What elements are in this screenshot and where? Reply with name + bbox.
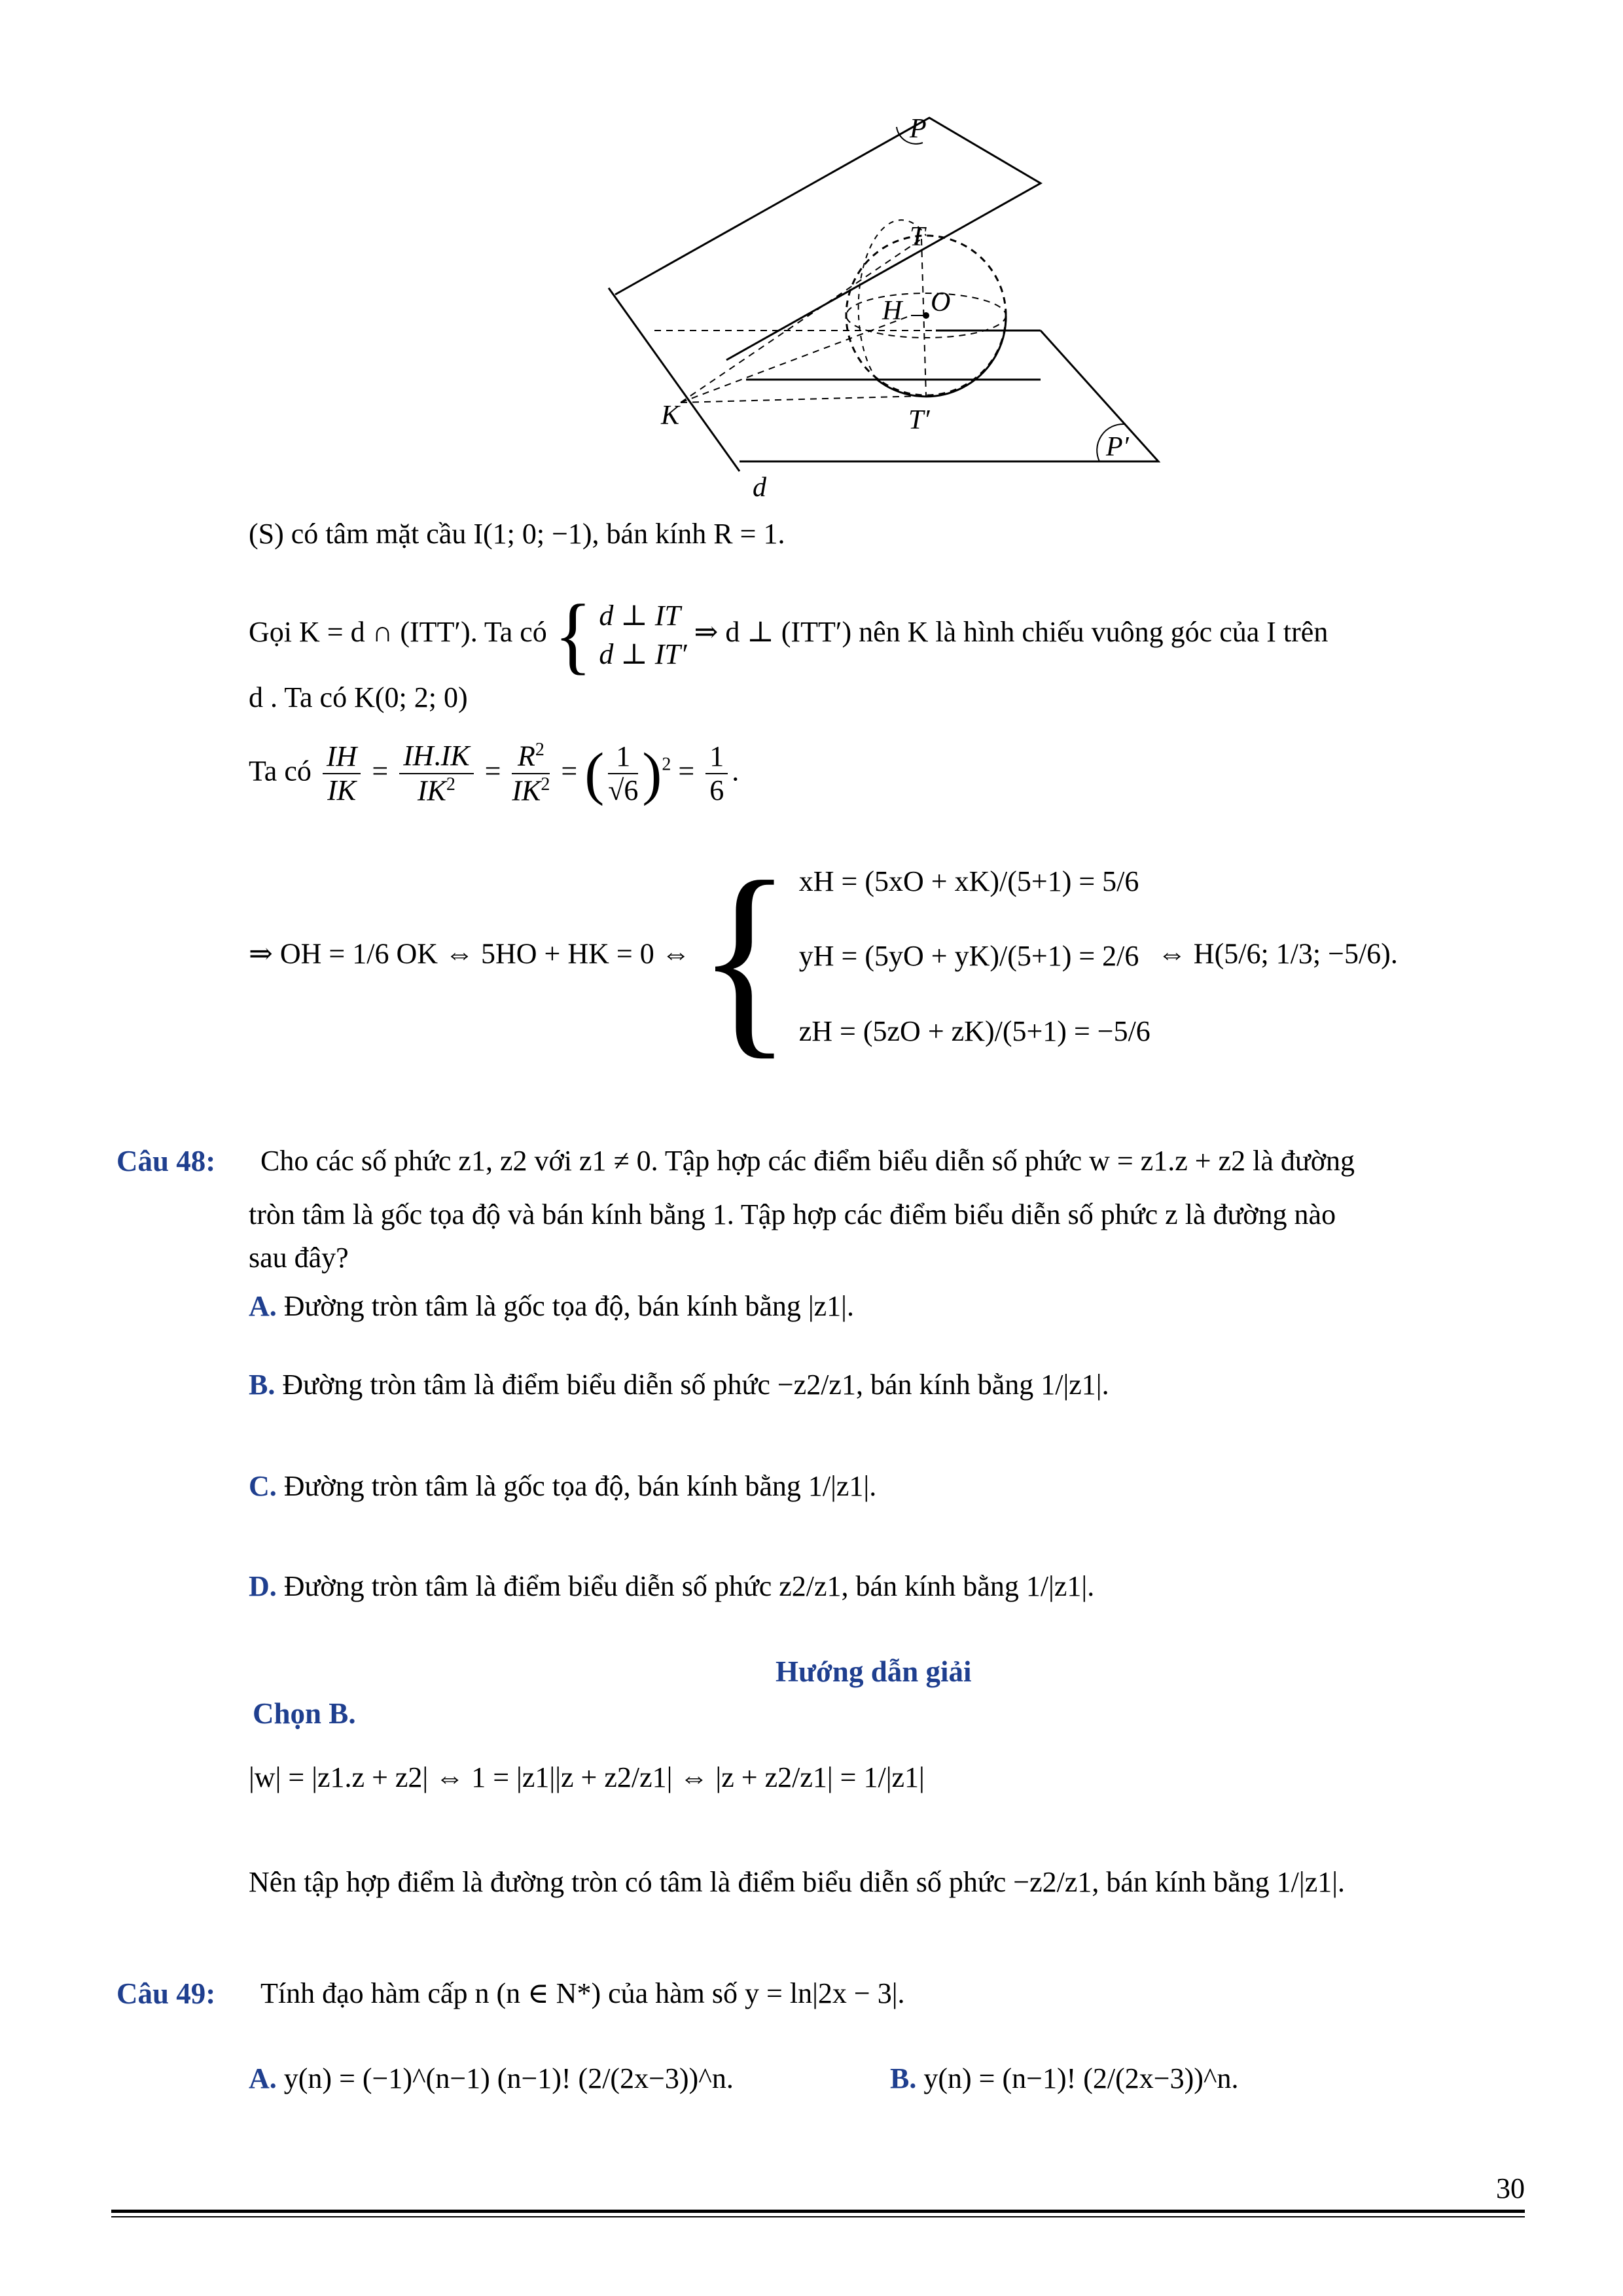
label-K: K [661,401,680,431]
option-48-d-text: Đường tròn tâm là điểm biểu diễn số phức z2/z1, bán kính bằng 1/|z1|. [283,1570,1095,1602]
option-48-c[interactable] [249,1469,876,1503]
h-result: ⇔ H(5/6; 1/3; −5/6). [1157,937,1398,970]
option-48-c-label: C. [249,1470,277,1502]
yh-row: yH = (5yO + yK)/(5+1) = 2/6 [798,940,1139,973]
label-d: d [753,473,766,503]
label-T-prime: T′ [908,405,930,435]
goi-k-prefix: Gọi K = d ∩ (ITT′). Ta có [249,616,547,649]
frac-ih-ik: $\frac{IH}{IK}$ [323,740,361,808]
goi-k-line [249,586,1329,683]
xh-row: xH = (5xO + xK)/(5+1) = 5/6 [798,865,1139,897]
system-brace: { [554,586,592,683]
geometry-figure [589,105,1178,511]
zh-row: zH = (5zO + zK)/(5+1) = −5/6 [798,1014,1150,1047]
option-48-c-text: Đường tròn tâm là gốc tọa độ, bán kính bằng 1/|z1|. [283,1470,877,1502]
vector-equation: ⇒ OH = 1/6 OK ⇔ 5HO + HK = 0 ⇔ [249,937,690,970]
option-49-b[interactable] [890,2062,1239,2095]
option-48-a-label: A. [249,1290,277,1322]
k-coordinates-line: d . Ta có K(0; 2; 0) [249,681,468,713]
frac-r2-ik2: $\frac{R^2}{IK^2}$ [512,740,550,807]
label-O: O [931,287,951,317]
page-number: 30 [1496,2172,1525,2204]
ratio-prefix: Ta có [249,755,312,787]
footer-rule-thin [111,2216,1525,2217]
label-P: P [910,114,927,144]
option-49-a-label: A. [249,2062,277,2094]
conclusion-line: Nên tập hợp điểm là đường tròn có tâm là điểm biểu diễn số phức −z2/z1, bán kính bằng 1/|z1|. [249,1866,1346,1898]
question-48-text-3: sau đây? [249,1242,349,1274]
system-row-1: d ⊥ IT [599,599,681,632]
option-49-a[interactable] [249,2062,734,2095]
label-P-prime: P′ [1106,432,1129,462]
question-48-text-2: tròn tâm là gốc tọa độ và bán kính bằng 1. Tập hợp các điểm biểu diễn số phức z là đường nào [249,1198,1336,1230]
system-rows [599,596,687,674]
frac-1-sqrt6: $\frac{1}{√6}$ [608,740,639,807]
solution-heading: Hướng dẫn giải [776,1655,972,1688]
frac-1-6: $\frac{1}{6}$ [705,740,728,808]
chosen-answer: Chọn B. [253,1697,356,1730]
option-48-a-text: Đường tròn tâm là gốc tọa độ, bán kính bằng |z1|. [283,1290,854,1322]
option-49-a-text: y(n) = (−1)^(n−1) (n−1)! (2/(2x−3))^n. [283,2062,734,2094]
question-48-label: Câu 48: [116,1145,216,1177]
option-48-a[interactable] [249,1289,854,1323]
option-48-b-text: Đường tròn tâm là điểm biểu diễn số phức −z2/z1, bán kính bằng 1/|z1|. [282,1369,1109,1401]
question-49-text: Tính đạo hàm cấp n (n ∈ N*) của hàm số y = ln|2x − 3|. [260,1977,905,2009]
footer-rule-thick [111,2210,1525,2213]
option-48-d[interactable] [249,1570,1094,1603]
question-48-text-1: Cho các số phức z1, z2 với z1 ≠ 0. Tập hợp các điểm biểu diễn số phức w = z1.z + z2 là đường [260,1145,1355,1177]
option-49-b-label: B. [890,2062,917,2094]
goi-k-suffix: ⇒ d ⊥ (ITT′) nên K là hình chiếu vuông góc của I trên [694,616,1329,649]
sphere-info-line: (S) có tâm mặt cầu I(1; 0; −1), bán kính R = 1. [249,518,785,550]
option-49-b-text: y(n) = (n−1)! (2/(2x−3))^n. [923,2062,1239,2094]
label-T: T [910,222,925,252]
system-row-2: d ⊥ IT′ [599,638,687,670]
option-48-b-label: B. [249,1369,276,1401]
label-H: H [882,296,902,326]
frac-ihik-ik2: $\frac{IH.IK}{IK^2}$ [399,740,473,808]
option-48-b[interactable] [249,1368,1109,1401]
option-48-d-label: D. [249,1570,277,1602]
question-49-label: Câu 49: [116,1977,216,2010]
h-coord-rows [799,844,1150,1069]
ratio-line: Ta có $\frac{IH}{IK}$ = $\frac{IH.IK}{IK^2}$ = $\frac{R^2}{IK^2}$ = ( $\frac{1}{√6}$ )$^2$ = $\frac{1}{6}$ . [249,740,740,807]
derivation-line: |w| = |z1.z + z2| ⇔ 1 = |z1||z + z2/z1| ⇔ |z + z2/z1| = 1/|z1| [249,1761,925,1793]
h-system-block: ⇒ OH = 1/6 OK ⇔ 5HO + HK = 0 ⇔ { xH = (5xO + xK)/(5+1) = 5/6 yH = (5yO + yK)/(5+1) = 2/6 zH = (5zO + zK)/(5+1) = −5/6 ⇔ H(5/6; 1/3; −5/6). [249,836,1398,1077]
